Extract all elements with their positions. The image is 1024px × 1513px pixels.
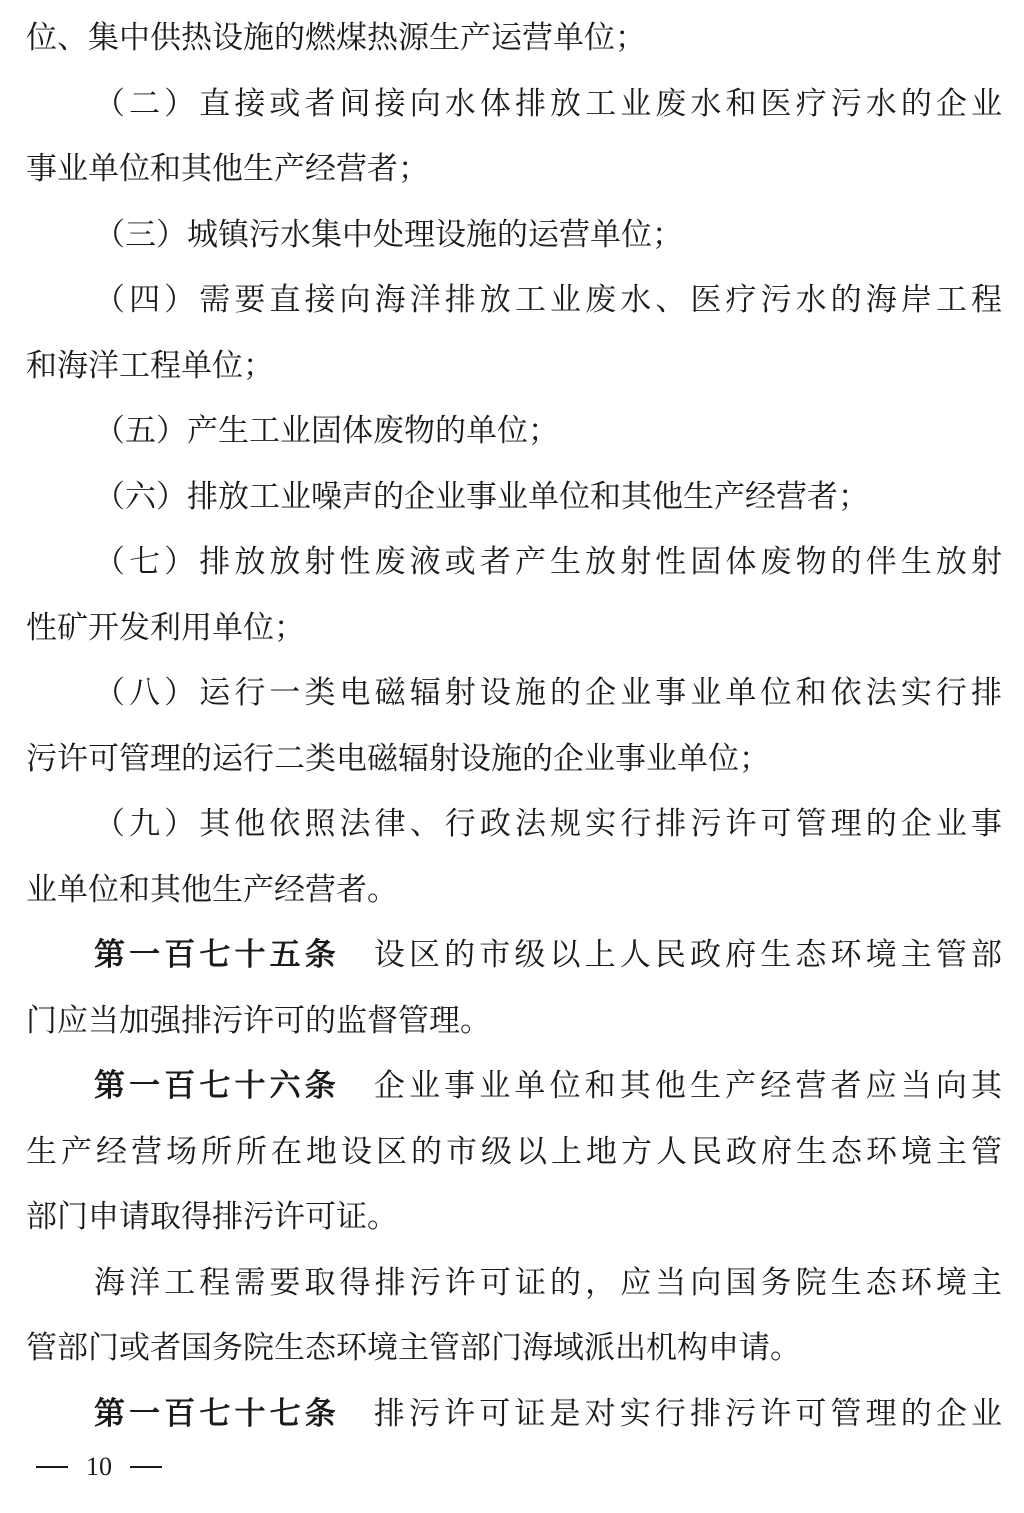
text-line — [26, 1054, 1002, 1120]
text-line — [26, 6, 1002, 72]
text-line — [26, 1185, 1002, 1251]
page-number: 10 — [86, 1452, 112, 1481]
line-text: 和海洋工程单位； — [26, 347, 274, 384]
line-text: 企业事业单位和其他生产经营者应当向其 — [373, 1068, 1002, 1104]
line-text: 生产经营场所所在地设区的市级以上地方人民政府生态环境主管 — [26, 1133, 1002, 1170]
text-line — [26, 1120, 1002, 1186]
text-line — [26, 137, 1002, 203]
footer-right-dash — [130, 1466, 162, 1468]
line-text: 污许可管理的运行二类电磁辐射设施的企业事业单位； — [26, 740, 770, 777]
text-line — [26, 923, 1002, 989]
line-text: （八）运行一类电磁辐射设施的企业事业单位和依法实行排 — [94, 675, 1002, 711]
text-line — [26, 792, 1002, 858]
text-line — [26, 465, 1002, 531]
line-text: 排污许可证是对实行排污许可管理的企业 — [373, 1395, 1002, 1432]
line-text: （四）需要直接向海洋排放工业废水、医疗污水的海岸工程 — [94, 282, 1002, 318]
line-text: 性矿开发利用单位； — [26, 609, 305, 646]
line-text: 部门申请取得排污许可证。 — [26, 1199, 398, 1235]
line-text: （二）直接或者间接向水体排放工业废水和医疗污水的企业 — [94, 85, 1002, 122]
line-text: 业单位和其他生产经营者。 — [26, 871, 398, 908]
text-line — [26, 334, 1002, 400]
page-footer — [36, 1452, 162, 1482]
line-text: 位、集中供热设施的燃煤热源生产运营单位； — [26, 20, 646, 56]
text-line — [26, 399, 1002, 465]
article-number: 第一百七十六条 — [94, 1068, 340, 1104]
text-line — [26, 530, 1002, 596]
line-text: （九）其他依照法律、行政法规实行排污许可管理的企业事 — [94, 806, 1002, 842]
text-line — [26, 1316, 1002, 1382]
line-text: 管部门或者国务院生态环境主管部门海域派出机构申请。 — [26, 1330, 801, 1366]
line-text: （三）城镇污水集中处理设施的运营单位； — [94, 216, 683, 253]
text-line — [26, 203, 1002, 269]
text-line — [26, 1251, 1002, 1317]
text-line — [26, 596, 1002, 662]
line-text: （五）产生工业固体废物的单位； — [94, 413, 559, 449]
line-text: （六）排放工业噪声的企业事业单位和其他生产经营者； — [94, 478, 869, 515]
line-text: 海洋工程需要取得排污许可证的，应当向国务院生态环境主 — [94, 1264, 1002, 1301]
article-number: 第一百七十五条 — [94, 937, 340, 973]
text-line — [26, 989, 1002, 1055]
document-body — [26, 6, 1002, 1447]
text-line — [26, 727, 1002, 793]
text-line — [26, 661, 1002, 727]
text-line — [26, 1382, 1002, 1448]
footer-left-dash — [36, 1466, 68, 1468]
line-text: 事业单位和其他生产经营者； — [26, 151, 429, 187]
text-line — [26, 72, 1002, 138]
text-line — [26, 268, 1002, 334]
text-line — [26, 858, 1002, 924]
line-text: 设区的市级以上人民政府生态环境主管部 — [373, 937, 1002, 973]
line-text: 门应当加强排污许可的监督管理。 — [26, 1002, 491, 1039]
article-number: 第一百七十七条 — [94, 1395, 340, 1432]
line-text: （七）排放放射性废液或者产生放射性固体废物的伴生放射 — [94, 544, 1002, 580]
